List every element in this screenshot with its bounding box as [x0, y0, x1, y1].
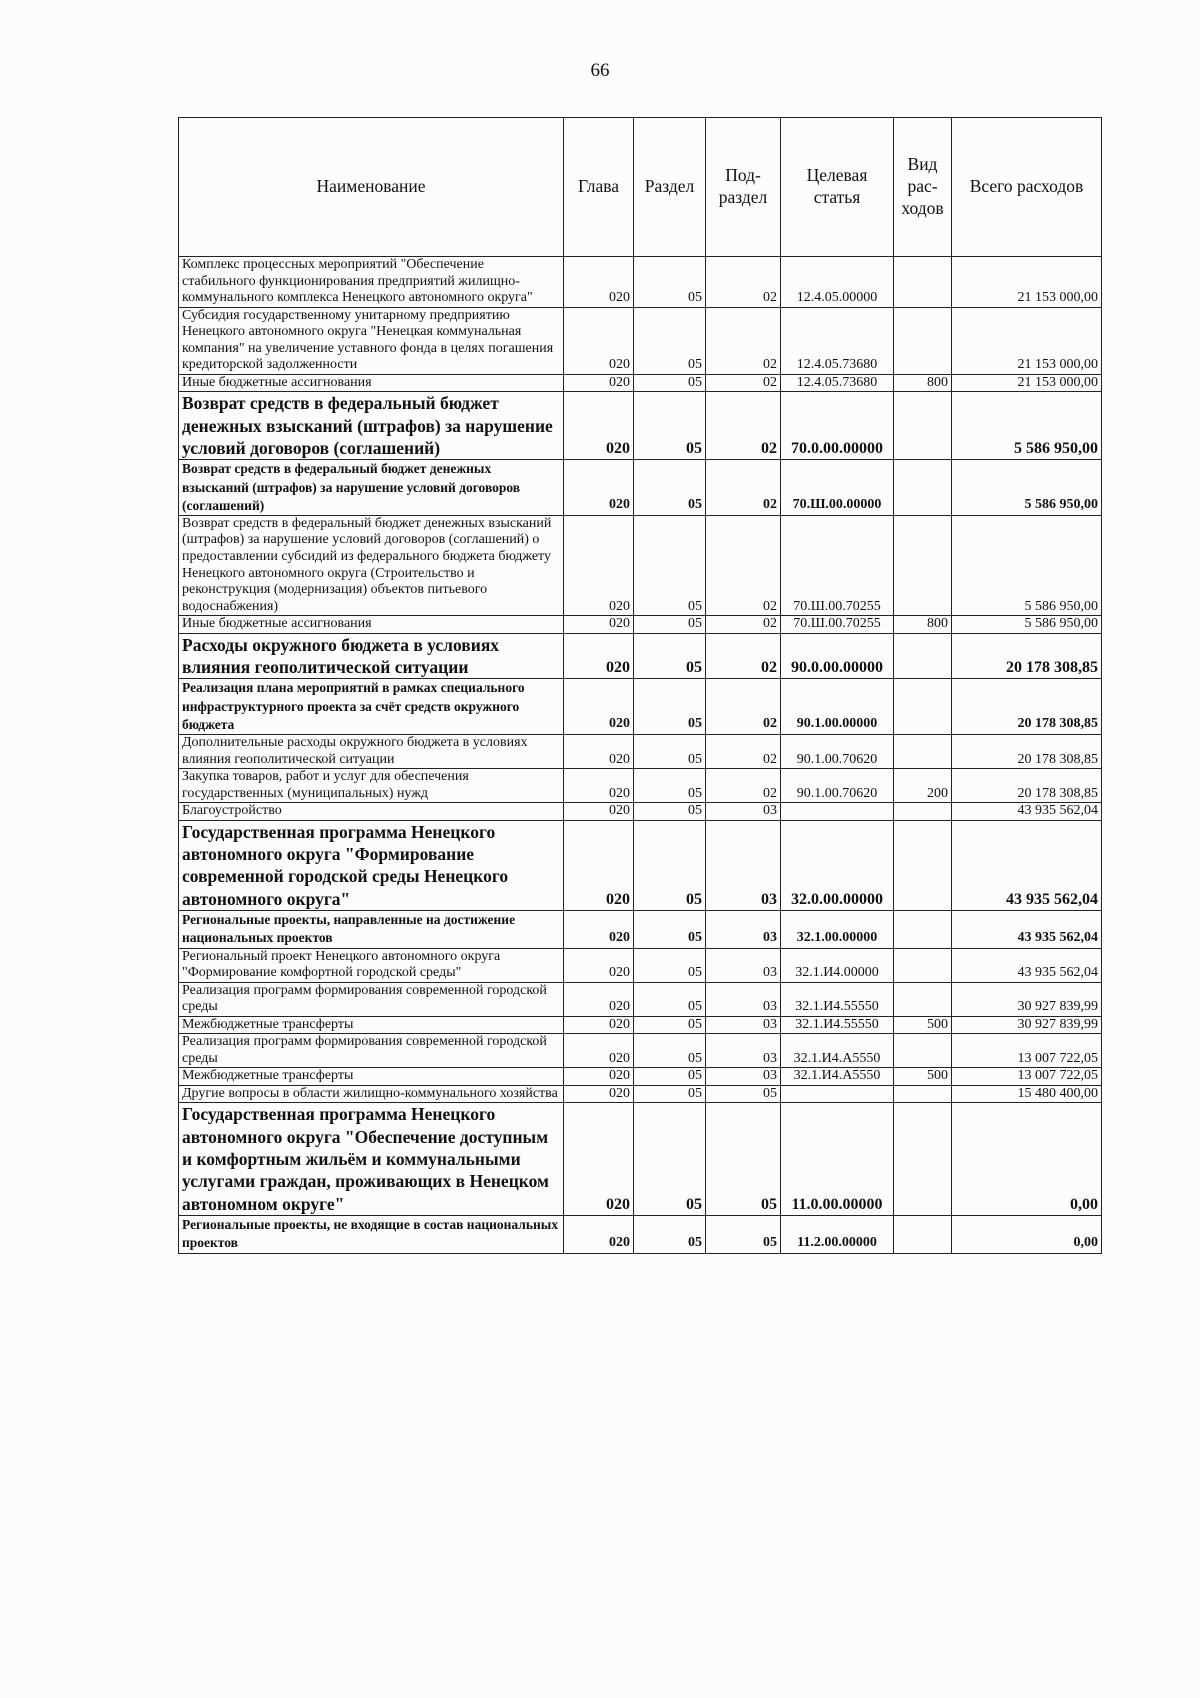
cell-razdel: 05	[634, 679, 706, 735]
cell-vid	[894, 948, 952, 982]
cell-vid: 500	[894, 1068, 952, 1086]
header-statya: Целевая статья	[781, 118, 894, 257]
cell-glava: 020	[564, 616, 634, 634]
table-row	[179, 392, 1102, 460]
cell-statya: 12.4.05.00000	[781, 257, 894, 308]
cell-statya: 32.1.И4.А5550	[781, 1068, 894, 1086]
cell-glava: 020	[564, 679, 634, 735]
cell-razdel: 05	[634, 392, 706, 460]
cell-name: Реализация программ формирования современной городской среды	[179, 982, 564, 1016]
cell-razdel: 05	[634, 616, 706, 634]
cell-name: Расходы окружного бюджета в условиях влияния геополитической ситуации	[179, 633, 564, 679]
cell-statya: 11.0.00.00000	[781, 1103, 894, 1216]
cell-glava: 020	[564, 257, 634, 308]
cell-total: 43 935 562,04	[952, 911, 1102, 948]
cell-razdel: 05	[634, 982, 706, 1016]
cell-vid: 200	[894, 769, 952, 803]
cell-glava: 020	[564, 1016, 634, 1034]
cell-podrazdel: 05	[706, 1085, 781, 1103]
cell-vid: 500	[894, 1016, 952, 1034]
cell-razdel: 05	[634, 460, 706, 516]
cell-name: Реализация плана мероприятий в рамках специального инфраструктурного проекта за счёт средств окружного бюджета	[179, 679, 564, 735]
cell-podrazdel: 02	[706, 633, 781, 679]
table-row	[179, 820, 1102, 911]
cell-name: Возврат средств в федеральный бюджет денежных взысканий (штрафов) за нарушение условий договоров (соглашений) о предоставлении субсидий из федерального бюджета бюджету Ненецкого автономного округа (Строительство и реконструкция (модернизация) объектов питьевого водоснабжения)	[179, 515, 564, 615]
cell-total: 43 935 562,04	[952, 803, 1102, 821]
cell-razdel: 05	[634, 803, 706, 821]
cell-podrazdel: 02	[706, 257, 781, 308]
cell-statya	[781, 1085, 894, 1103]
cell-total: 13 007 722,05	[952, 1034, 1102, 1068]
cell-total: 43 935 562,04	[952, 820, 1102, 911]
cell-vid	[894, 803, 952, 821]
cell-razdel: 05	[634, 948, 706, 982]
cell-razdel: 05	[634, 257, 706, 308]
cell-razdel: 05	[634, 1068, 706, 1086]
cell-name: Другие вопросы в области жилищно-коммунального хозяйства	[179, 1085, 564, 1103]
cell-statya: 70.Ш.00.00000	[781, 460, 894, 516]
cell-name: Региональный проект Ненецкого автономного округа "Формирование комфортной городской среды"	[179, 948, 564, 982]
cell-razdel: 05	[634, 633, 706, 679]
cell-glava: 020	[564, 1068, 634, 1086]
cell-name: Благоустройство	[179, 803, 564, 821]
cell-total: 5 586 950,00	[952, 392, 1102, 460]
cell-statya: 12.4.05.73680	[781, 374, 894, 392]
cell-name: Иные бюджетные ассигнования	[179, 616, 564, 634]
cell-vid	[894, 392, 952, 460]
cell-statya: 12.4.05.73680	[781, 307, 894, 374]
cell-total: 21 153 000,00	[952, 374, 1102, 392]
cell-glava: 020	[564, 515, 634, 615]
cell-razdel: 05	[634, 374, 706, 392]
cell-glava: 020	[564, 982, 634, 1016]
table-row	[179, 982, 1102, 1016]
cell-glava: 020	[564, 307, 634, 374]
cell-statya: 70.0.00.00000	[781, 392, 894, 460]
table-row	[179, 1034, 1102, 1068]
cell-statya: 90.0.00.00000	[781, 633, 894, 679]
header-glava: Глава	[564, 118, 634, 257]
cell-total: 0,00	[952, 1216, 1102, 1253]
table-row	[179, 307, 1102, 374]
cell-glava: 020	[564, 769, 634, 803]
header-podrazdel: Под-раздел	[706, 118, 781, 257]
cell-name: Комплекс процессных мероприятий "Обеспечение стабильного функционирования предприятий жилищно-коммунального комплекса Ненецкого автономного округа"	[179, 257, 564, 308]
cell-vid	[894, 820, 952, 911]
cell-glava: 020	[564, 633, 634, 679]
cell-statya: 32.1.00.00000	[781, 911, 894, 948]
cell-total: 20 178 308,85	[952, 633, 1102, 679]
table-row	[179, 911, 1102, 948]
cell-vid	[894, 307, 952, 374]
cell-razdel: 05	[634, 1216, 706, 1253]
cell-name: Региональные проекты, не входящие в состав национальных проектов	[179, 1216, 564, 1253]
table-row	[179, 257, 1102, 308]
table-row	[179, 633, 1102, 679]
cell-glava: 020	[564, 735, 634, 769]
cell-razdel: 05	[634, 1016, 706, 1034]
cell-podrazdel: 03	[706, 1034, 781, 1068]
header-vid: Вид рас-ходов	[894, 118, 952, 257]
cell-podrazdel: 02	[706, 735, 781, 769]
cell-glava: 020	[564, 1216, 634, 1253]
cell-vid	[894, 257, 952, 308]
cell-glava: 020	[564, 1085, 634, 1103]
cell-razdel: 05	[634, 515, 706, 615]
cell-total: 20 178 308,85	[952, 679, 1102, 735]
cell-total: 21 153 000,00	[952, 307, 1102, 374]
cell-podrazdel: 03	[706, 1016, 781, 1034]
cell-total: 5 586 950,00	[952, 515, 1102, 615]
table-row	[179, 1068, 1102, 1086]
cell-statya: 32.0.00.00000	[781, 820, 894, 911]
table-row	[179, 679, 1102, 735]
cell-name: Государственная программа Ненецкого автономного округа "Обеспечение доступным и комфортным жильём и коммунальными услугами граждан, проживающих в Ненецком автономном округе"	[179, 1103, 564, 1216]
cell-glava: 020	[564, 911, 634, 948]
cell-vid	[894, 460, 952, 516]
cell-name: Закупка товаров, работ и услуг для обеспечения государственных (муниципальных) нужд	[179, 769, 564, 803]
cell-glava: 020	[564, 460, 634, 516]
cell-statya: 32.1.И4.00000	[781, 948, 894, 982]
cell-name: Межбюджетные трансферты	[179, 1068, 564, 1086]
cell-statya: 90.1.00.00000	[781, 679, 894, 735]
cell-vid	[894, 982, 952, 1016]
cell-total: 43 935 562,04	[952, 948, 1102, 982]
cell-statya: 70.Ш.00.70255	[781, 616, 894, 634]
table-row	[179, 374, 1102, 392]
cell-name: Межбюджетные трансферты	[179, 1016, 564, 1034]
cell-vid	[894, 679, 952, 735]
cell-statya: 90.1.00.70620	[781, 735, 894, 769]
cell-total: 20 178 308,85	[952, 769, 1102, 803]
cell-podrazdel: 03	[706, 1068, 781, 1086]
budget-table	[178, 117, 1102, 1254]
table-row	[179, 460, 1102, 516]
cell-vid	[894, 1034, 952, 1068]
cell-name: Реализация программ формирования современной городской среды	[179, 1034, 564, 1068]
cell-podrazdel: 02	[706, 769, 781, 803]
cell-razdel: 05	[634, 735, 706, 769]
cell-vid	[894, 1085, 952, 1103]
cell-name: Региональные проекты, направленные на достижение национальных проектов	[179, 911, 564, 948]
cell-podrazdel: 03	[706, 820, 781, 911]
table-row	[179, 515, 1102, 615]
cell-name: Субсидия государственному унитарному предприятию Ненецкого автономного округа "Ненецкая коммунальная компания" на увеличение уставного фонда в целях погашения кредиторской задолженности	[179, 307, 564, 374]
cell-glava: 020	[564, 1034, 634, 1068]
header-name: Наименование	[179, 118, 564, 257]
cell-glava: 020	[564, 392, 634, 460]
cell-glava: 020	[564, 948, 634, 982]
table-row	[179, 735, 1102, 769]
cell-podrazdel: 05	[706, 1216, 781, 1253]
cell-glava: 020	[564, 1103, 634, 1216]
table-row	[179, 1085, 1102, 1103]
cell-razdel: 05	[634, 307, 706, 374]
table-row	[179, 1016, 1102, 1034]
cell-vid	[894, 1216, 952, 1253]
cell-podrazdel: 03	[706, 911, 781, 948]
cell-vid	[894, 1103, 952, 1216]
cell-total: 15 480 400,00	[952, 1085, 1102, 1103]
cell-vid	[894, 735, 952, 769]
cell-podrazdel: 02	[706, 515, 781, 615]
cell-vid	[894, 515, 952, 615]
table-row	[179, 1216, 1102, 1253]
cell-glava: 020	[564, 374, 634, 392]
cell-podrazdel: 02	[706, 616, 781, 634]
cell-podrazdel: 03	[706, 982, 781, 1016]
cell-razdel: 05	[634, 769, 706, 803]
cell-total: 0,00	[952, 1103, 1102, 1216]
cell-podrazdel: 03	[706, 803, 781, 821]
cell-total: 13 007 722,05	[952, 1068, 1102, 1086]
table-row	[179, 616, 1102, 634]
cell-total: 5 586 950,00	[952, 616, 1102, 634]
cell-total: 30 927 839,99	[952, 1016, 1102, 1034]
cell-razdel: 05	[634, 1034, 706, 1068]
cell-statya: 32.1.И4.55550	[781, 982, 894, 1016]
cell-podrazdel: 02	[706, 374, 781, 392]
cell-name: Возврат средств в федеральный бюджет денежных взысканий (штрафов) за нарушение условий договоров (соглашений)	[179, 392, 564, 460]
header-total: Всего расходов	[952, 118, 1102, 257]
cell-vid	[894, 911, 952, 948]
page-number: 66	[590, 60, 610, 81]
cell-podrazdel: 05	[706, 1103, 781, 1216]
cell-podrazdel: 03	[706, 948, 781, 982]
cell-glava: 020	[564, 803, 634, 821]
cell-total: 5 586 950,00	[952, 460, 1102, 516]
cell-podrazdel: 02	[706, 307, 781, 374]
cell-statya: 90.1.00.70620	[781, 769, 894, 803]
cell-razdel: 05	[634, 1085, 706, 1103]
table-row	[179, 769, 1102, 803]
cell-glava: 020	[564, 820, 634, 911]
cell-razdel: 05	[634, 820, 706, 911]
cell-total: 30 927 839,99	[952, 982, 1102, 1016]
cell-vid: 800	[894, 616, 952, 634]
table-header-row	[179, 118, 1102, 257]
table-row	[179, 803, 1102, 821]
header-razdel: Раздел	[634, 118, 706, 257]
cell-total: 21 153 000,00	[952, 257, 1102, 308]
cell-podrazdel: 02	[706, 392, 781, 460]
table-body	[179, 257, 1102, 1254]
cell-name: Иные бюджетные ассигнования	[179, 374, 564, 392]
cell-name: Дополнительные расходы окружного бюджета в условиях влияния геополитической ситуации	[179, 735, 564, 769]
cell-vid: 800	[894, 374, 952, 392]
cell-razdel: 05	[634, 911, 706, 948]
cell-name: Государственная программа Ненецкого автономного округа "Формирование современной городской среды Ненецкого автономного округа"	[179, 820, 564, 911]
cell-statya: 32.1.И4.55550	[781, 1016, 894, 1034]
cell-total: 20 178 308,85	[952, 735, 1102, 769]
cell-statya	[781, 803, 894, 821]
cell-podrazdel: 02	[706, 679, 781, 735]
cell-razdel: 05	[634, 1103, 706, 1216]
table-row	[179, 1103, 1102, 1216]
cell-statya: 11.2.00.00000	[781, 1216, 894, 1253]
table-row	[179, 948, 1102, 982]
cell-name: Возврат средств в федеральный бюджет денежных взысканий (штрафов) за нарушение условий договоров (соглашений)	[179, 460, 564, 516]
cell-statya: 70.Ш.00.70255	[781, 515, 894, 615]
cell-vid	[894, 633, 952, 679]
cell-statya: 32.1.И4.А5550	[781, 1034, 894, 1068]
cell-podrazdel: 02	[706, 460, 781, 516]
